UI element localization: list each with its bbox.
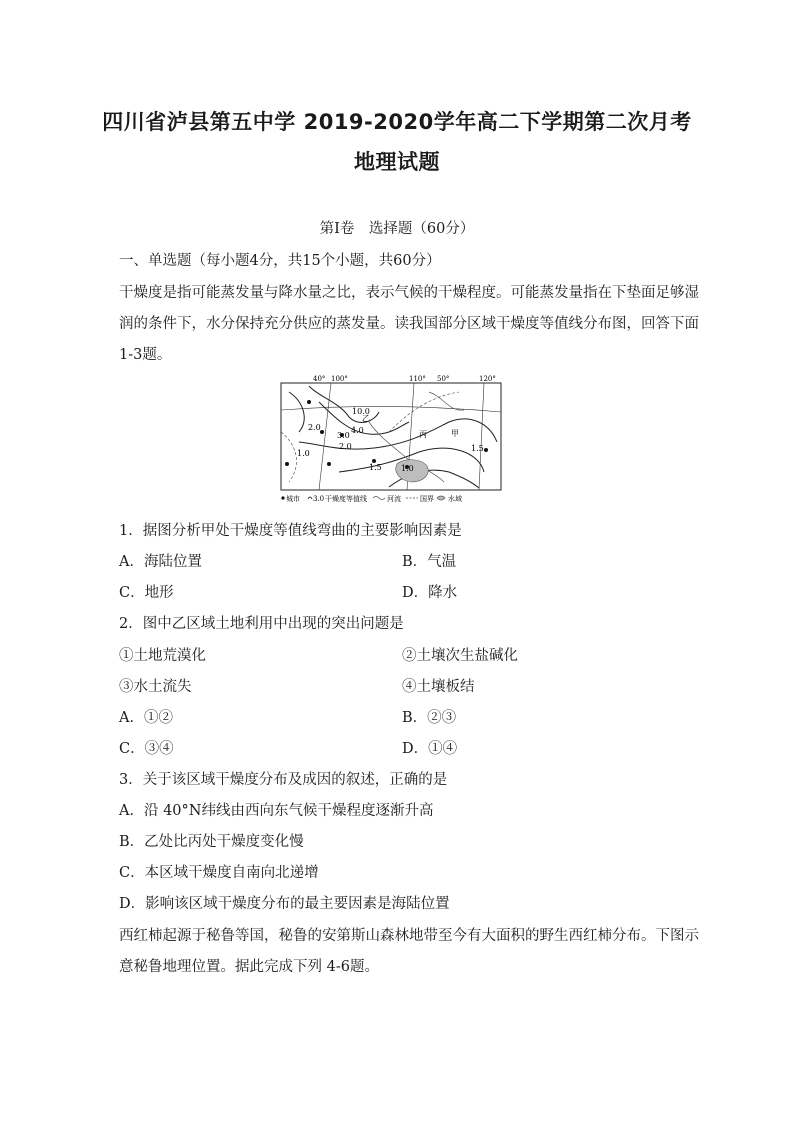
region-jia: 甲	[451, 429, 459, 438]
legend-river: 河流	[387, 495, 401, 503]
label-110deg: 110°	[409, 375, 426, 383]
q1-option-d: D．降水	[402, 585, 458, 601]
q2-option-a: A．①②	[119, 710, 173, 726]
q2-option-c: C．③④	[119, 741, 174, 757]
isoline-label: 2.0	[308, 423, 321, 432]
q2-item-4: ④土壤板结	[402, 679, 475, 695]
q1-option-a: A．海陆位置	[119, 554, 202, 570]
q3-option-a: A．沿 40°N纬线由西向东气候干燥程度逐渐升高	[119, 803, 434, 819]
region-bing: 丙	[419, 430, 427, 439]
map-frame	[281, 383, 501, 490]
intro1-line2: 润的条件下，水分保持充分供应的蒸发量。读我国部分区域干燥度等值线分布图，回答下面	[119, 316, 699, 332]
border-line	[389, 392, 459, 432]
q3-option-c: C．本区域干燥度自南向北递增	[119, 865, 319, 881]
isoline-label: 1.0	[297, 449, 310, 458]
intro1-line1: 干燥度是指可能蒸发量与降水量之比，表示气候的干燥程度。可能蒸发量指在下垫面足够湿	[119, 285, 699, 301]
isoline-label: 1.5	[471, 444, 484, 453]
exam-title-line2: 地理试题	[354, 150, 440, 174]
legend-water-icon	[437, 496, 445, 500]
legend-city-icon	[281, 496, 284, 499]
aridity-isoline-map	[279, 372, 519, 507]
legend-isoline-icon	[308, 497, 312, 499]
legend-isoline-value: 3.0	[313, 495, 325, 503]
isoline-label: 2.0	[339, 442, 352, 451]
q1-stem: 1．据图分析甲处干燥度等值线弯曲的主要影响因素是	[119, 523, 462, 539]
city-dot	[327, 462, 331, 466]
q3-option-d: D．影响该区域干燥度分布的最主要因素是海陆位置	[119, 896, 450, 912]
q1-option-b: B．气温	[402, 554, 457, 570]
label-40deg: 40°	[313, 375, 326, 383]
q2-option-d: D．①④	[402, 741, 458, 757]
isoline-label: 1.5	[369, 463, 382, 472]
q3-option-b: B．乙处比丙处干燥度变化慢	[119, 834, 304, 850]
parallel-40	[281, 406, 501, 412]
isoline-label: 3.0	[337, 431, 350, 440]
label-100deg: 100°	[331, 375, 348, 383]
section-title: 第Ⅰ卷 选择题（60分）	[319, 221, 475, 237]
legend-border: 国界	[420, 495, 434, 503]
q1-option-c: C．地形	[119, 585, 174, 601]
intro2-line1: 西红柿起源于秘鲁等国，秘鲁的安第斯山森林地带至今有大面积的野生西红柿分布。下图示	[119, 928, 699, 944]
isoline-label: 4.0	[351, 426, 364, 435]
q2-item-3: ③水土流失	[119, 679, 192, 695]
meridian-120	[479, 383, 484, 490]
intro1-line3: 1-3题。	[119, 347, 172, 363]
q2-item-1: ①土地荒漠化	[119, 648, 206, 664]
isoline-label: 1.0	[401, 464, 414, 473]
legend-river-icon	[373, 497, 385, 500]
isoline	[289, 392, 304, 432]
intro2-line2: 意秘鲁地理位置。据此完成下列 4-6题。	[119, 959, 379, 975]
city-dot	[484, 448, 488, 452]
region-yi: 乙	[362, 414, 370, 423]
q2-item-2: ②土壤次生盐碱化	[402, 648, 518, 664]
exam-title-line1: 四川省泸县第五中学 2019-2020学年高二下学期第二次月考	[102, 110, 692, 134]
q3-stem: 3．关于该区域干燥度分布及成因的叙述，正确的是	[119, 772, 448, 788]
city-dot	[307, 400, 311, 404]
q2-stem: 2．图中乙区域土地利用中出现的突出问题是	[119, 616, 404, 632]
legend-city: 城市	[286, 495, 300, 503]
part-heading: 一、单选题（每小题4分，共15个小题，共60分）	[119, 253, 441, 269]
q2-option-b: B．②③	[402, 710, 457, 726]
isoline-label: 10.0	[352, 407, 370, 416]
border-line	[281, 432, 297, 482]
legend-isoline: 干燥度等值线	[325, 495, 367, 503]
label-120deg: 120°	[479, 375, 496, 383]
city-dot	[285, 462, 289, 466]
label-50deg: 50°	[437, 375, 450, 383]
legend-water: 水域	[448, 495, 462, 503]
meridian-100	[319, 383, 331, 490]
